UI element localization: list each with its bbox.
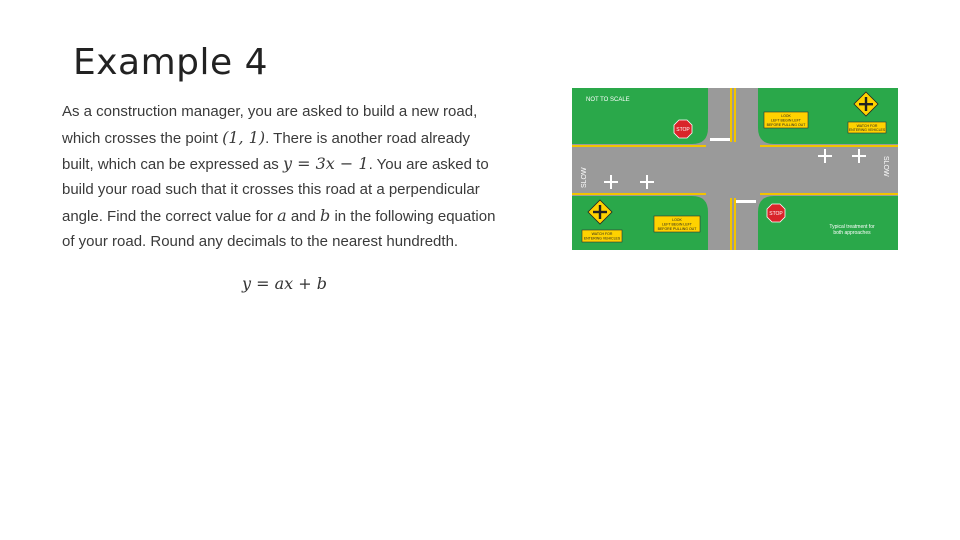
- stop-sign-north-text: STOP: [676, 127, 690, 133]
- look-sign-south-line-3: BEFORE PULLING OUT: [657, 227, 697, 231]
- stop-sign-north: [674, 120, 692, 138]
- watch-sign-northeast-line-2: ENTERING VEHICLES: [848, 128, 886, 132]
- problem-statement: [62, 99, 512, 255]
- caption-line-1: Typical treatment for: [829, 224, 875, 230]
- problem-line-3: [62, 151, 512, 177]
- watch-sign-northeast: [848, 122, 886, 133]
- point-coordinates: (1, 1): [222, 128, 266, 147]
- look-sign-north-line-2: LEFT BEGIN LEFT: [771, 118, 801, 123]
- problem-line-1: As a construction manager, you are asked to build a new road,: [62, 103, 478, 120]
- look-sign-north-line-1: LOOK: [781, 114, 791, 118]
- existing-road-equation-lhs: y: [282, 154, 293, 173]
- not-to-scale-label: NOT TO SCALE: [586, 97, 630, 103]
- stop-bar-south: [736, 200, 756, 203]
- stop-sign-south-text: STOP: [769, 211, 783, 217]
- problem-line-5-mid: and: [286, 208, 321, 225]
- watch-sign-southwest: [582, 230, 622, 242]
- problem-line-5-pre: angle. Find the correct value for: [62, 208, 278, 225]
- caption-line-2: both approaches: [833, 230, 871, 236]
- problem-line-2-post: . There is another road already: [265, 130, 470, 147]
- intersection-diagram: [572, 88, 898, 250]
- stop-bar-north: [710, 138, 730, 141]
- look-sign-south: [654, 216, 700, 232]
- problem-line-5-post: in the following equation: [330, 208, 496, 225]
- slow-marking-west: SLOW: [581, 167, 588, 188]
- variable-b: b: [320, 206, 331, 225]
- problem-line-2: [62, 125, 512, 151]
- problem-line-3-post: . You are asked to: [368, 156, 489, 173]
- problem-line-3-pre: built, which can be expressed as: [62, 156, 283, 173]
- variable-a: a: [277, 206, 287, 225]
- slide-title: Example 4: [73, 42, 269, 83]
- look-sign-south-line-2: LEFT BEGIN LEFT: [662, 222, 692, 227]
- stop-sign-south: [767, 204, 785, 222]
- existing-road-equation-rhs: = 3x − 1: [292, 154, 369, 173]
- look-sign-south-line-1: LOOK: [672, 218, 682, 222]
- problem-line-4: build your road such that it crosses this road at a perpendicular: [62, 181, 480, 198]
- look-sign-north: [764, 112, 808, 128]
- watch-sign-northeast-line-1: WATCH FOR: [856, 124, 878, 128]
- problem-line-6: of your road. Round any decimals to the nearest hundredth.: [62, 233, 459, 250]
- look-sign-north-line-3: BEFORE PULLING OUT: [766, 123, 806, 127]
- watch-sign-southwest-line-2: ENTERING VEHICLES: [583, 236, 621, 241]
- problem-line-2-pre: which crosses the point: [62, 130, 223, 147]
- vertical-road: [708, 88, 758, 250]
- target-equation: y = ax + b: [242, 274, 327, 293]
- slow-marking-east: SLOW: [882, 156, 889, 177]
- intersection-svg: [572, 88, 898, 250]
- problem-line-5: [62, 203, 512, 229]
- watch-sign-southwest-line-1: WATCH FOR: [591, 232, 613, 236]
